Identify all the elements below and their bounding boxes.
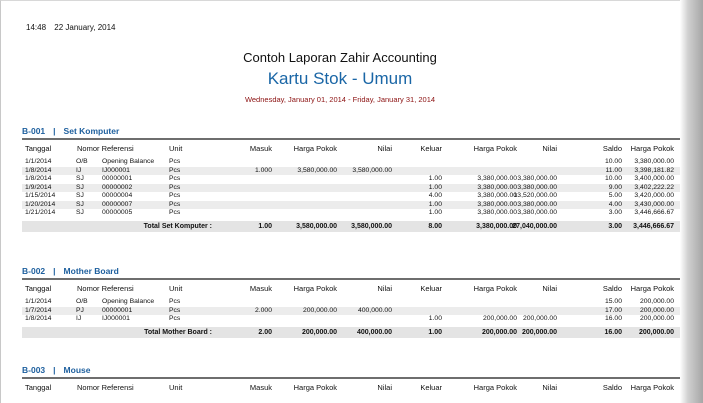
- cell-hp-out: 200,000.00: [482, 315, 517, 322]
- cell-keluar: 1.00: [428, 183, 442, 191]
- cell-hp-bal: 3,380,000.00: [634, 158, 674, 165]
- total-hp-bal: 200,000.00: [638, 328, 674, 336]
- total-hp-in: 3,580,000.00: [296, 222, 337, 230]
- group-rule: [22, 278, 680, 280]
- column-header-saldo: Saldo: [602, 383, 622, 392]
- table-row: [22, 307, 680, 316]
- total-keluar: 1.00: [428, 328, 442, 336]
- cell-saldo: 3.00: [608, 209, 622, 216]
- cell-nilai-in: 400,000.00: [357, 306, 392, 314]
- group-separator: |: [53, 266, 56, 276]
- cell-ref: 00000001: [102, 175, 133, 182]
- column-header-unit: Unit: [169, 284, 183, 293]
- cell-nilai-in: 3,580,000.00: [352, 166, 392, 174]
- column-header-harga-pokok-out: Harga Pokok: [473, 144, 517, 153]
- cell-type: SJ: [76, 175, 84, 182]
- cell-saldo: 9.00: [608, 183, 622, 191]
- column-header-harga-pokok-bal: Harga Pokok: [630, 383, 674, 392]
- total-masuk: 1.00: [258, 222, 272, 230]
- column-header-harga-pokok-out: Harga Pokok: [473, 383, 517, 392]
- cell-saldo: 17.00: [604, 306, 622, 314]
- group-code: B-003: [22, 365, 46, 375]
- cell-nilai-out: 200,000.00: [522, 315, 557, 322]
- column-header-nilai-in: Nilai: [377, 284, 392, 293]
- column-header-nilai-in: Nilai: [377, 383, 392, 392]
- cell-unit: Pcs: [169, 166, 181, 174]
- cell-hp-bal: 3,430,000.00: [634, 200, 674, 208]
- cell-nilai-out: 3,380,000.00: [517, 200, 557, 208]
- cell-date: 1/1/2014: [25, 158, 52, 165]
- cell-unit: Pcs: [169, 200, 181, 208]
- total-hp-out: 200,000.00: [481, 328, 517, 336]
- total-label: Total Mother Board :: [144, 328, 212, 336]
- table-row: [22, 209, 680, 218]
- column-header-keluar: Keluar: [420, 144, 442, 153]
- cell-date: 1/1/2014: [25, 298, 52, 305]
- cell-saldo: 15.00: [604, 298, 622, 305]
- column-header-keluar: Keluar: [420, 383, 442, 392]
- print-timestamp: [26, 23, 122, 32]
- cell-hp-in: 3,580,000.00: [297, 166, 337, 174]
- print-date: 22 January, 2014: [54, 23, 116, 32]
- cell-date: 1/8/2014: [25, 315, 52, 322]
- cell-ref: 00000001: [102, 306, 133, 314]
- total-nilai-in: 3,580,000.00: [351, 222, 392, 230]
- page-edge-shadow: [680, 0, 703, 403]
- cell-unit: Pcs: [169, 315, 181, 322]
- cell-saldo: 10.00: [604, 158, 622, 165]
- cell-hp-bal: 3,446,666.67: [634, 209, 674, 216]
- cell-hp-bal: 3,420,000.00: [634, 192, 674, 199]
- cell-saldo: 4.00: [608, 200, 622, 208]
- column-header-nomor: Nomor Referensi: [77, 383, 134, 392]
- cell-type: O/B: [76, 158, 88, 165]
- cell-masuk: 1.000: [254, 166, 272, 174]
- total-nilai-out: 200,000.00: [521, 328, 557, 336]
- table-row: [22, 192, 680, 201]
- cell-ref: 00000007: [102, 200, 133, 208]
- cell-saldo: 16.00: [604, 315, 622, 322]
- cell-date: 1/8/2014: [25, 175, 52, 182]
- column-headers: [22, 381, 680, 395]
- cell-hp-bal: 3,400,000.00: [634, 175, 674, 182]
- cell-ref: IJ000001: [102, 166, 130, 174]
- cell-unit: Pcs: [169, 175, 181, 182]
- total-saldo: 16.00: [604, 328, 622, 336]
- cell-ref: 00000004: [102, 192, 133, 199]
- cell-nilai-out: 3,380,000.00: [517, 175, 557, 182]
- cell-type: O/B: [76, 298, 88, 305]
- cell-date: 1/20/2014: [25, 200, 56, 208]
- column-headers: [22, 142, 680, 156]
- cell-type: IJ: [76, 166, 82, 174]
- cell-nilai-out: 13,520,000.00: [513, 192, 557, 199]
- total-hp-bal: 3,446,666.67: [633, 222, 674, 230]
- column-header-unit: Unit: [169, 144, 183, 153]
- total-saldo: 3.00: [608, 222, 622, 230]
- cell-hp-in: 200,000.00: [302, 306, 337, 314]
- cell-date: 1/9/2014: [25, 183, 52, 191]
- table-row: [22, 298, 680, 307]
- column-header-nomor: Nomor Referensi: [77, 284, 134, 293]
- total-nilai-in: 400,000.00: [356, 328, 392, 336]
- cell-type: SJ: [76, 183, 84, 191]
- cell-hp-out: 3,380,000.00: [477, 192, 517, 199]
- cell-saldo: 10.00: [604, 175, 622, 182]
- table-row: [22, 201, 680, 210]
- cell-ref: IJ000001: [102, 315, 130, 322]
- column-header-keluar: Keluar: [420, 284, 442, 293]
- cell-hp-bal: 3,402,222.22: [634, 183, 674, 191]
- column-header-harga-pokok-in: Harga Pokok: [293, 383, 337, 392]
- cell-hp-bal: 3,398,181.82: [634, 166, 674, 174]
- cell-hp-bal: 200,000.00: [639, 315, 674, 322]
- cell-hp-out: 3,380,000.00: [477, 183, 517, 191]
- cell-keluar: 4.00: [428, 192, 442, 199]
- group-name: Set Komputer: [63, 126, 120, 136]
- total-hp-out: 3,380,000.00: [476, 222, 517, 230]
- cell-date: 1/7/2014: [25, 306, 52, 314]
- column-header-nilai-out: Nilai: [542, 144, 557, 153]
- column-header-saldo: Saldo: [602, 144, 622, 153]
- print-time: 14:48: [26, 23, 47, 32]
- column-header-harga-pokok-bal: Harga Pokok: [630, 144, 674, 153]
- column-header-harga-pokok-bal: Harga Pokok: [630, 284, 674, 293]
- cell-hp-bal: 200,000.00: [639, 298, 674, 305]
- cell-type: PJ: [76, 306, 84, 314]
- cell-unit: Pcs: [169, 183, 181, 191]
- cell-hp-out: 3,380,000.00: [477, 200, 517, 208]
- table-row: [22, 158, 680, 167]
- cell-unit: Pcs: [169, 306, 181, 314]
- cell-nilai-out: 3,380,000.00: [517, 183, 557, 191]
- table-row: [22, 315, 680, 324]
- column-header-unit: Unit: [169, 383, 183, 392]
- cell-hp-out: 3,380,000.00: [477, 209, 517, 216]
- cell-date: 1/8/2014: [25, 166, 52, 174]
- cell-ref: Opening Balance: [102, 158, 155, 165]
- cell-ref: Opening Balance: [102, 298, 155, 305]
- cell-type: SJ: [76, 209, 84, 216]
- cell-saldo: 11.00: [605, 166, 622, 174]
- group-separator: |: [53, 365, 56, 375]
- cell-keluar: 1.00: [428, 200, 442, 208]
- column-header-harga-pokok-in: Harga Pokok: [293, 284, 337, 293]
- company-name: Contoh Laporan Zahir Accounting: [243, 50, 437, 65]
- total-masuk: 2.00: [258, 328, 272, 336]
- report-title: Kartu Stok - Umum: [267, 69, 413, 88]
- cell-saldo: 5.00: [608, 192, 622, 199]
- report-period: Wednesday, January 01, 2014 - Friday, January 31, 2014: [244, 95, 436, 104]
- cell-unit: Pcs: [169, 192, 181, 199]
- total-label: Total Set Komputer :: [143, 222, 212, 230]
- column-header-tanggal: Tanggal: [25, 144, 52, 153]
- group-rule: [22, 377, 680, 379]
- column-header-harga-pokok-in: Harga Pokok: [293, 144, 337, 153]
- table-row: [22, 175, 680, 184]
- group-name: Mother Board: [63, 266, 119, 276]
- cell-hp-bal: 200,000.00: [639, 306, 674, 314]
- column-header-tanggal: Tanggal: [25, 383, 52, 392]
- column-header-nilai-out: Nilai: [542, 383, 557, 392]
- table-row: [22, 167, 680, 176]
- group-total-row: [22, 327, 680, 338]
- group-separator: |: [53, 126, 56, 136]
- group-code: B-002: [22, 266, 46, 276]
- cell-keluar: 1.00: [428, 315, 442, 322]
- total-hp-in: 200,000.00: [301, 328, 337, 336]
- table-row: [22, 184, 680, 193]
- cell-type: SJ: [76, 192, 84, 199]
- column-header-masuk: Masuk: [249, 144, 272, 153]
- cell-type: IJ: [76, 315, 82, 322]
- total-nilai-out: 27,040,000.00: [512, 222, 557, 230]
- column-header-saldo: Saldo: [602, 284, 622, 293]
- cell-date: 1/21/2014: [25, 209, 56, 216]
- column-header-masuk: Masuk: [249, 383, 272, 392]
- column-header-nilai-out: Nilai: [542, 284, 557, 293]
- cell-ref: 00000005: [102, 209, 133, 216]
- cell-unit: Pcs: [169, 209, 181, 216]
- column-header-harga-pokok-out: Harga Pokok: [473, 284, 517, 293]
- cell-nilai-out: 3,380,000.00: [517, 209, 557, 216]
- group-name: Mouse: [63, 365, 91, 375]
- cell-date: 1/15/2014: [25, 192, 56, 199]
- cell-hp-out: 3,380,000.00: [477, 175, 517, 182]
- cell-type: SJ: [76, 200, 84, 208]
- cell-keluar: 1.00: [428, 209, 442, 216]
- column-header-masuk: Masuk: [249, 284, 272, 293]
- total-keluar: 8.00: [428, 222, 442, 230]
- column-header-nomor: Nomor Referensi: [77, 144, 134, 153]
- cell-masuk: 2.000: [254, 306, 272, 314]
- cell-unit: Pcs: [169, 298, 181, 305]
- column-headers: [22, 282, 680, 296]
- column-header-tanggal: Tanggal: [25, 284, 52, 293]
- cell-ref: 00000002: [102, 183, 133, 191]
- group-code: B-001: [22, 126, 46, 136]
- group-total-row: [22, 221, 680, 232]
- cell-keluar: 1.00: [428, 175, 442, 182]
- column-header-nilai-in: Nilai: [377, 144, 392, 153]
- group-rule: [22, 138, 680, 140]
- cell-unit: Pcs: [169, 158, 181, 165]
